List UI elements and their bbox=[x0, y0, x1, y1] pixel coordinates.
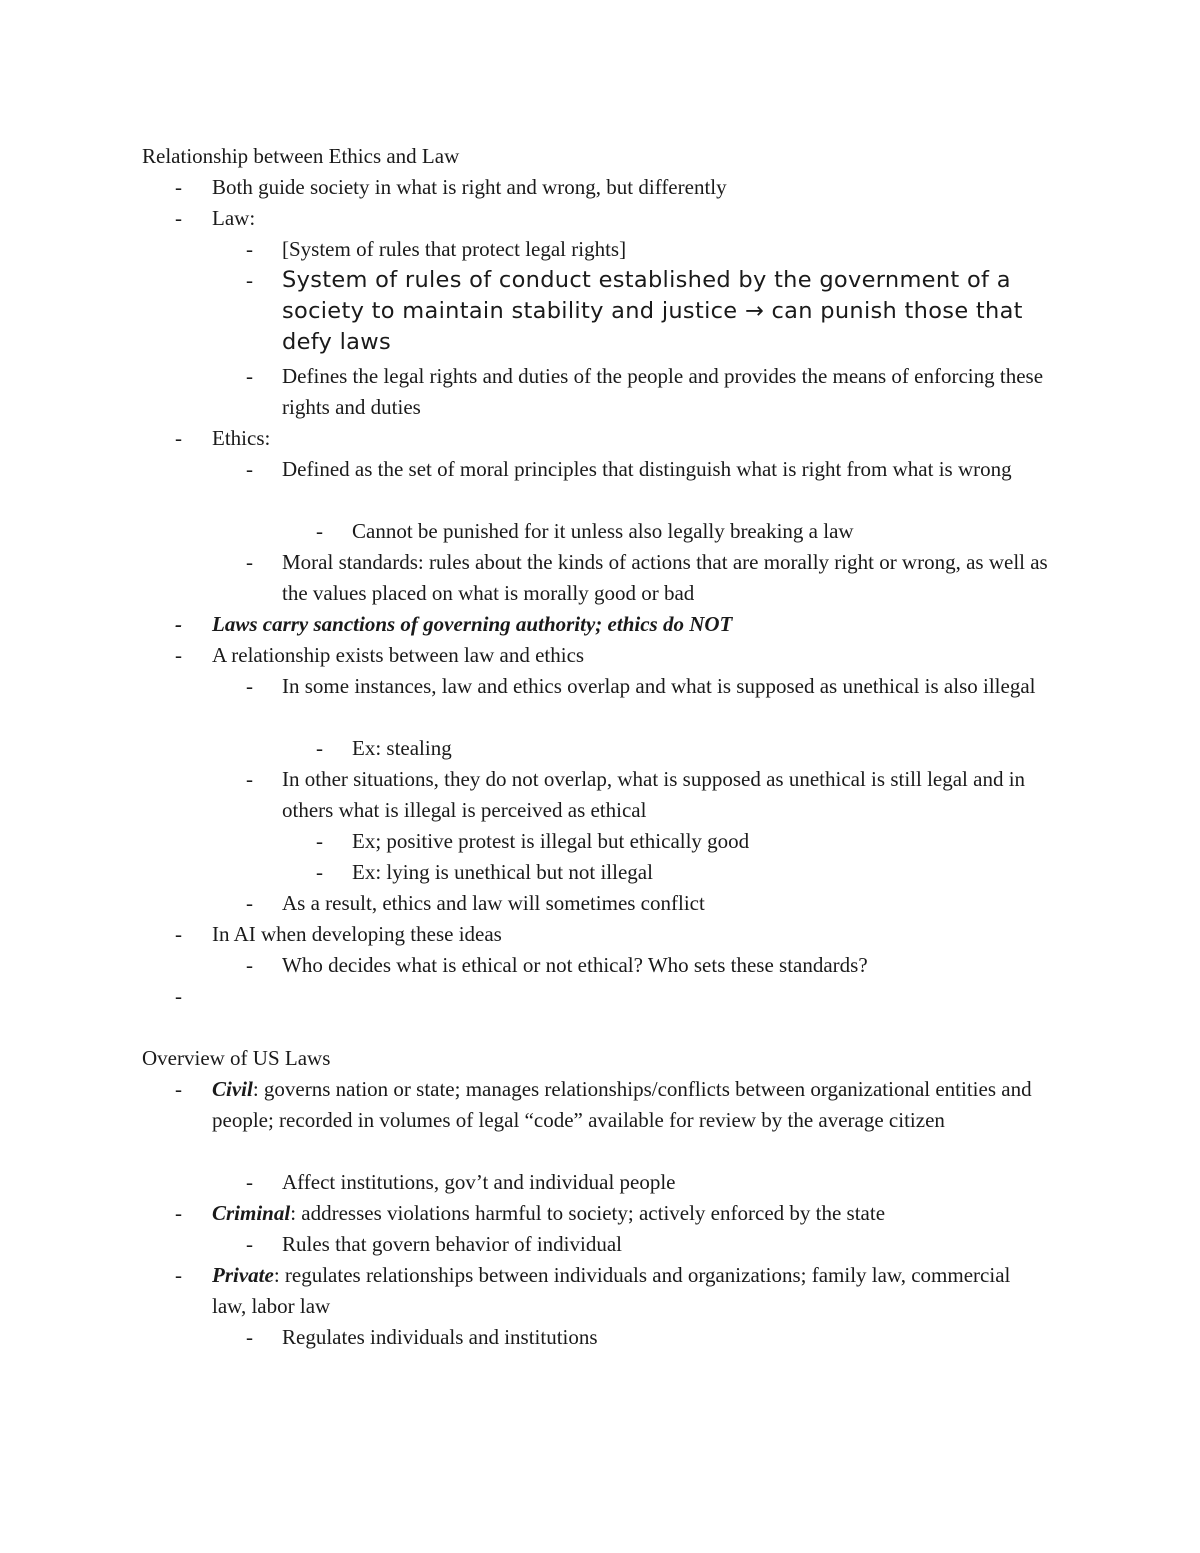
list-item: - [System of rules that protect legal rights] bbox=[282, 234, 1072, 265]
list-item-criminal: - Criminal: addresses violations harmful to society; actively enforced by the state bbox=[212, 1198, 1072, 1229]
bullet-dash: - bbox=[246, 237, 253, 261]
list-item-emphasized: - Laws carry sanctions of governing authority; ethics do NOT bbox=[212, 609, 1072, 640]
bullet-dash: - bbox=[246, 550, 253, 574]
bullet-dash: - bbox=[175, 206, 182, 230]
bullet-dash: - bbox=[316, 736, 323, 760]
bullet-dash: - bbox=[246, 1325, 253, 1349]
bullet-dash: - bbox=[246, 268, 253, 292]
list-item-emphasized: - System of rules of conduct established by the government of a society to maintain stability and justice → can punish those that defy laws bbox=[246, 267, 1023, 355]
list-item: - Who decides what is ethical or not ethical? Who sets these standards? bbox=[282, 950, 1072, 981]
bullet-dash: - bbox=[246, 891, 253, 915]
term-civil: Civil bbox=[212, 1077, 253, 1101]
bullet-dash: - bbox=[316, 829, 323, 853]
bullet-dash: - bbox=[246, 364, 253, 388]
bullet-dash: - bbox=[246, 674, 253, 698]
list-item: - Defined as the set of moral principles that distinguish what is right from what is wrong bbox=[282, 454, 1052, 485]
term-private: Private bbox=[212, 1263, 274, 1287]
bullet-dash: - bbox=[316, 860, 323, 884]
list-item-civil: - Civil: governs nation or state; manages relationships/conflicts between organizational entities and people; recorded in volumes of legal “code” available for review by the average citizen bbox=[212, 1074, 1032, 1136]
bullet-dash: - bbox=[175, 984, 182, 1008]
list-item: - In other situations, they do not overlap, what is supposed as unethical is still legal and in others what is illegal is perceived as ethical bbox=[282, 764, 1067, 826]
bullet-dash: - bbox=[246, 457, 253, 481]
bullet-dash: - bbox=[175, 1077, 182, 1101]
list-item: - Rules that govern behavior of individual bbox=[282, 1229, 1072, 1260]
bullet-dash: - bbox=[175, 426, 182, 450]
list-item: - Regulates individuals and institutions bbox=[282, 1322, 1072, 1353]
list-item-private: - Private: regulates relationships between individuals and organizations; family law, commercial law, labor law bbox=[212, 1260, 1012, 1322]
list-item: - In AI when developing these ideas bbox=[212, 919, 1072, 950]
list-item: - Defines the legal rights and duties of the people and provides the means of enforcing these rights and duties bbox=[282, 361, 1072, 423]
bullet-dash: - bbox=[246, 1170, 253, 1194]
list-item: - As a result, ethics and law will sometimes conflict bbox=[282, 888, 1072, 919]
bullet-dash: - bbox=[175, 1263, 182, 1287]
list-item: - Ex; positive protest is illegal but ethically good bbox=[352, 826, 1072, 857]
list-item: - In some instances, law and ethics overlap and what is supposed as unethical is also illegal bbox=[282, 671, 1037, 702]
bullet-dash: - bbox=[175, 643, 182, 667]
section-heading-us-laws: Overview of US Laws bbox=[142, 1046, 331, 1070]
bullet-dash: - bbox=[246, 953, 253, 977]
list-item: - Moral standards: rules about the kinds of actions that are morally right or wrong, as well as the values placed on what is morally good or bad bbox=[282, 547, 1057, 609]
list-item: - Ex: stealing bbox=[352, 733, 1072, 764]
list-item: - Cannot be punished for it unless also legally breaking a law bbox=[352, 516, 1072, 547]
list-item: - Both guide society in what is right and wrong, but differently bbox=[212, 172, 1072, 203]
list-item: - Ex: lying is unethical but not illegal bbox=[352, 857, 1072, 888]
list-item: - Ethics: bbox=[212, 423, 1072, 454]
list-item: - A relationship exists between law and ethics bbox=[212, 640, 1072, 671]
bullet-dash: - bbox=[175, 1201, 182, 1225]
bullet-dash: - bbox=[175, 922, 182, 946]
bullet-dash: - bbox=[246, 767, 253, 791]
bullet-dash: - bbox=[246, 1232, 253, 1256]
term-criminal: Criminal bbox=[212, 1201, 291, 1225]
list-item: - Law: bbox=[212, 203, 1072, 234]
bullet-dash: - bbox=[175, 612, 182, 636]
list-item: - Affect institutions, gov’t and individual people bbox=[282, 1167, 1072, 1198]
bullet-dash: - bbox=[316, 519, 323, 543]
section-heading-ethics-law: Relationship between Ethics and Law bbox=[142, 144, 460, 168]
bullet-dash: - bbox=[175, 175, 182, 199]
